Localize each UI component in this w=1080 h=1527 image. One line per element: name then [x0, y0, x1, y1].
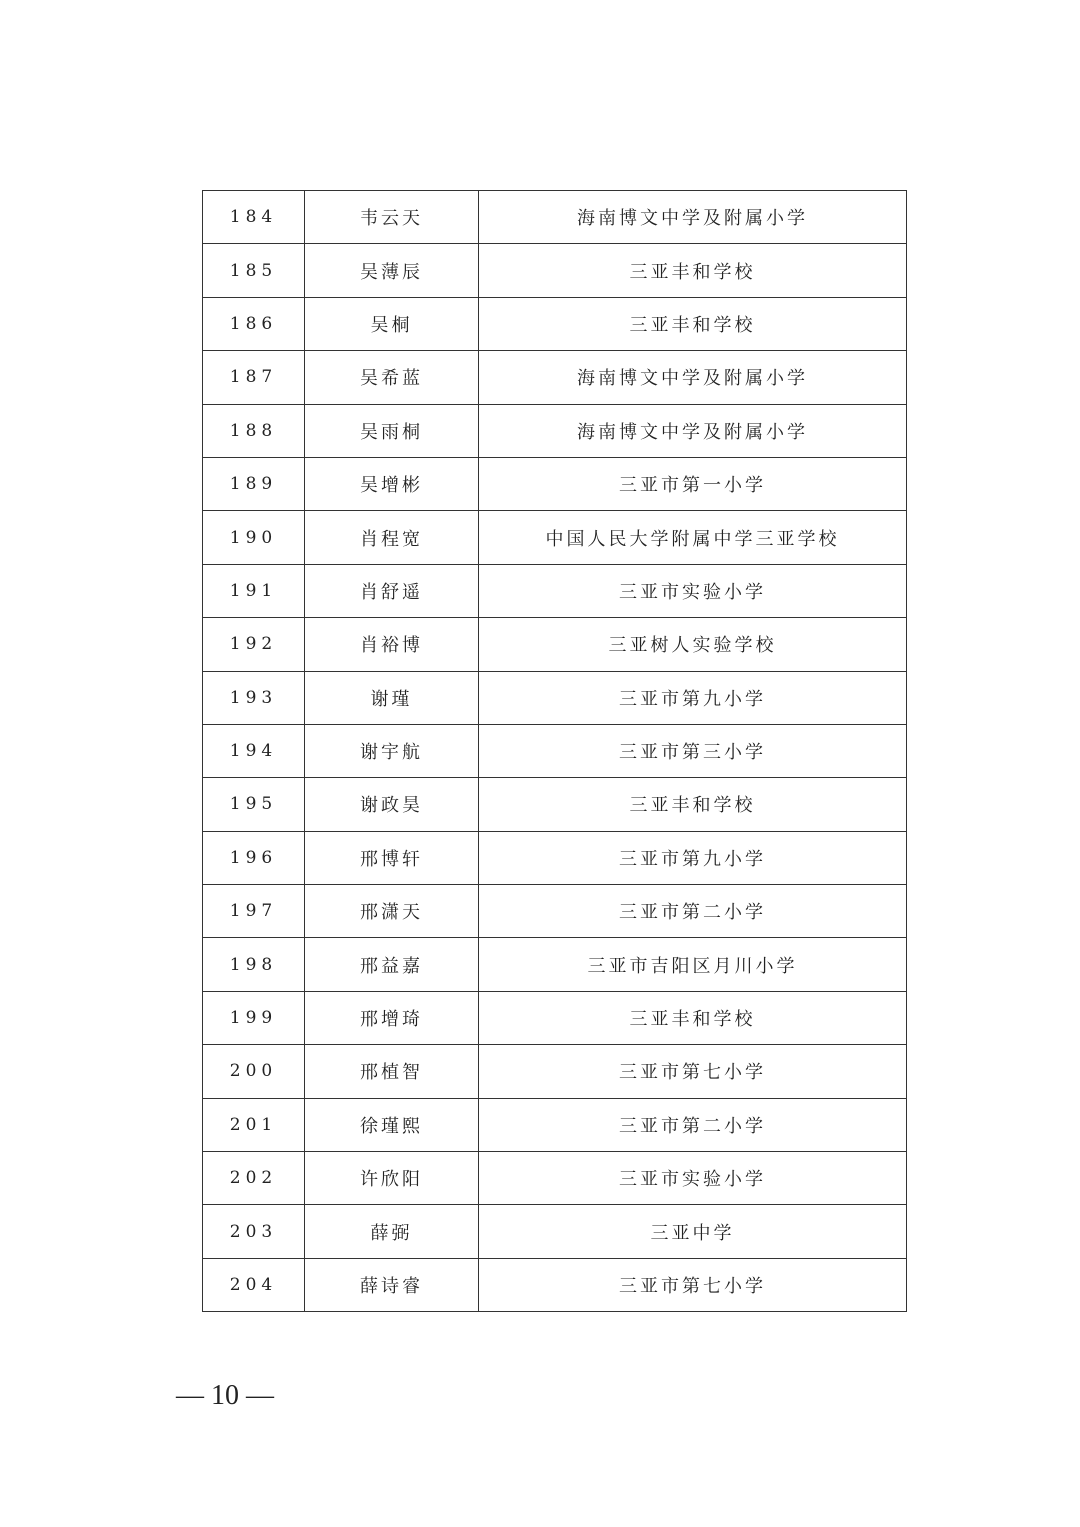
student-name-cell: 邢博轩 — [305, 831, 479, 884]
table-row — [203, 831, 907, 884]
row-number-cell: 198 — [203, 938, 305, 991]
student-name-cell: 邢增琦 — [305, 991, 479, 1044]
school-name-cell: 三亚丰和学校 — [479, 244, 907, 297]
table-row — [203, 778, 907, 831]
table-row — [203, 351, 907, 404]
row-number-cell: 201 — [203, 1098, 305, 1151]
school-name-cell: 海南博文中学及附属小学 — [479, 404, 907, 457]
table-row — [203, 1098, 907, 1151]
table-row — [203, 1045, 907, 1098]
row-number-cell: 185 — [203, 244, 305, 297]
student-name-cell: 肖舒遥 — [305, 564, 479, 617]
roster-table — [202, 190, 907, 1312]
student-name-cell: 吴雨桐 — [305, 404, 479, 457]
school-name-cell: 三亚丰和学校 — [479, 778, 907, 831]
table-row — [203, 564, 907, 617]
student-name-cell: 韦云天 — [305, 191, 479, 244]
school-name-cell: 三亚市实验小学 — [479, 564, 907, 617]
school-name-cell: 三亚市实验小学 — [479, 1152, 907, 1205]
student-name-cell: 肖程宽 — [305, 511, 479, 564]
table-row — [203, 885, 907, 938]
row-number-cell: 184 — [203, 191, 305, 244]
table-row — [203, 938, 907, 991]
student-name-cell: 谢宇航 — [305, 724, 479, 777]
row-number-cell: 203 — [203, 1205, 305, 1258]
student-name-cell: 肖裕博 — [305, 618, 479, 671]
student-name-cell: 吴希蓝 — [305, 351, 479, 404]
table-row — [203, 404, 907, 457]
table-row — [203, 1152, 907, 1205]
school-name-cell: 中国人民大学附属中学三亚学校 — [479, 511, 907, 564]
row-number-cell: 189 — [203, 457, 305, 510]
school-name-cell: 海南博文中学及附属小学 — [479, 351, 907, 404]
table-row — [203, 671, 907, 724]
table-row — [203, 297, 907, 350]
row-number-cell: 188 — [203, 404, 305, 457]
row-number-cell: 194 — [203, 724, 305, 777]
school-name-cell: 三亚市第二小学 — [479, 885, 907, 938]
student-name-cell: 薛诗睿 — [305, 1258, 479, 1311]
student-name-cell: 吴增彬 — [305, 457, 479, 510]
roster-table-body — [203, 191, 907, 1312]
row-number-cell: 190 — [203, 511, 305, 564]
row-number-cell: 204 — [203, 1258, 305, 1311]
school-name-cell: 三亚树人实验学校 — [479, 618, 907, 671]
row-number-cell: 200 — [203, 1045, 305, 1098]
school-name-cell: 三亚市第九小学 — [479, 831, 907, 884]
row-number-cell: 195 — [203, 778, 305, 831]
table-row — [203, 724, 907, 777]
school-name-cell: 三亚中学 — [479, 1205, 907, 1258]
student-name-cell: 薛弼 — [305, 1205, 479, 1258]
row-number-cell: 187 — [203, 351, 305, 404]
row-number-cell: 192 — [203, 618, 305, 671]
row-number-cell: 193 — [203, 671, 305, 724]
student-name-cell: 许欣阳 — [305, 1152, 479, 1205]
table-row — [203, 1258, 907, 1311]
student-name-cell: 邢益嘉 — [305, 938, 479, 991]
student-name-cell: 谢瑾 — [305, 671, 479, 724]
student-name-cell: 邢植智 — [305, 1045, 479, 1098]
table-row — [203, 511, 907, 564]
student-name-cell: 谢政昊 — [305, 778, 479, 831]
student-name-cell: 邢潇天 — [305, 885, 479, 938]
row-number-cell: 191 — [203, 564, 305, 617]
school-name-cell: 三亚市第二小学 — [479, 1098, 907, 1151]
school-name-cell: 三亚市第一小学 — [479, 457, 907, 510]
table-row — [203, 618, 907, 671]
school-name-cell: 三亚市吉阳区月川小学 — [479, 938, 907, 991]
school-name-cell: 三亚市第七小学 — [479, 1258, 907, 1311]
row-number-cell: 202 — [203, 1152, 305, 1205]
table-row — [203, 457, 907, 510]
school-name-cell: 海南博文中学及附属小学 — [479, 191, 907, 244]
school-name-cell: 三亚市第七小学 — [479, 1045, 907, 1098]
student-name-cell: 吴薄辰 — [305, 244, 479, 297]
school-name-cell: 三亚丰和学校 — [479, 991, 907, 1044]
row-number-cell: 199 — [203, 991, 305, 1044]
table-row — [203, 1205, 907, 1258]
school-name-cell: 三亚市第九小学 — [479, 671, 907, 724]
school-name-cell: 三亚市第三小学 — [479, 724, 907, 777]
student-name-cell: 徐瑾熙 — [305, 1098, 479, 1151]
row-number-cell: 197 — [203, 885, 305, 938]
table-row — [203, 244, 907, 297]
page-number: — 10 — — [176, 1380, 274, 1411]
row-number-cell: 186 — [203, 297, 305, 350]
school-name-cell: 三亚丰和学校 — [479, 297, 907, 350]
table-row — [203, 991, 907, 1044]
row-number-cell: 196 — [203, 831, 305, 884]
table-row — [203, 191, 907, 244]
student-name-cell: 吴桐 — [305, 297, 479, 350]
